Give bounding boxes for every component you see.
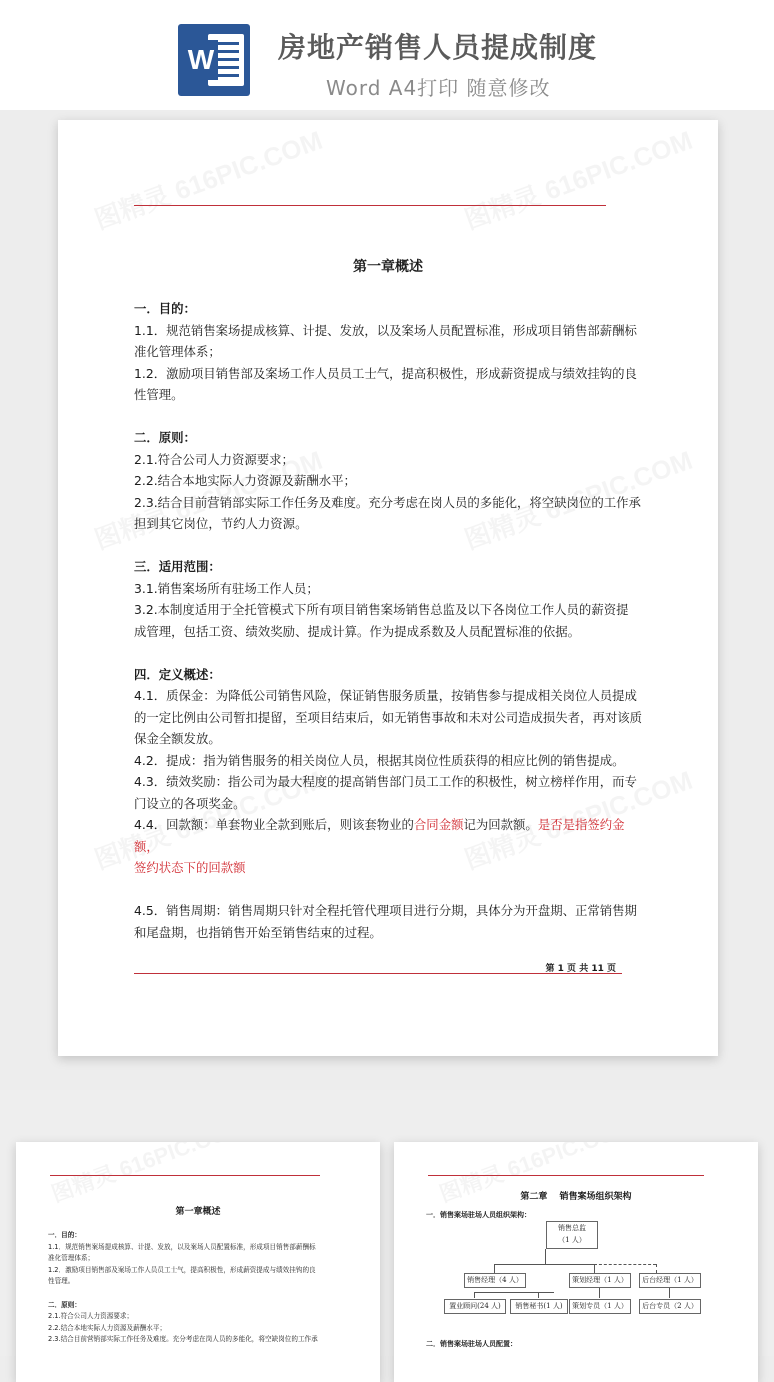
text-line: 性管理。: [48, 1277, 75, 1286]
document-body: [48, 1230, 348, 1346]
org-connector: [594, 1264, 595, 1273]
text-line: 准化管理体系；: [48, 1254, 95, 1263]
chapter-title: 第二章 销售案场组织架构: [520, 1192, 632, 1202]
text-line: 4.3．绩效奖励：指公司为最大程度的提高销售部门员工工作的积极性，树立榜样作用，而专: [134, 774, 637, 789]
section-heading: 一．目的：: [48, 1231, 81, 1239]
text-line: 担到其它岗位，节约人力资源。: [134, 516, 308, 531]
thumbnail-page-2[interactable]: [394, 1142, 758, 1382]
text-line: [134, 814, 644, 857]
paragraph-gap: [134, 642, 644, 664]
text-line: 准化管理体系；: [134, 344, 221, 359]
text-line: 4.5．销售周期：销售周期只针对全程托管代理项目进行分期，具体分为开盘期、正常销售期: [134, 903, 637, 918]
org-connector: [669, 1288, 670, 1298]
text-line: 2.2.结合本地实际人力资源及薪酬水平；: [48, 1323, 167, 1332]
text-line: 的一定比例由公司暂扣提留，至项目结束后，如无销售事故和未对公司造成损失者，再对该质: [134, 709, 643, 725]
text-line: 签约状态下的回款额: [134, 860, 246, 875]
org-connector: [599, 1288, 600, 1298]
document-body: [134, 298, 644, 943]
text-line: 2.3.结合目前营销部实际工作任务及难度。充分考虑在岗人员的多能化，将空缺岗位的工作承: [48, 1335, 318, 1344]
text-line: 4.1．质保金：为降低公司销售风险，保证销售服务质量，按销售参与提成相关岗位人员提成: [134, 688, 637, 703]
section-heading: 二．销售案场驻场人员配置：: [426, 1340, 517, 1348]
text-line: 3.2.本制度适用于全托管模式下所有项目销售案场销售总监及以下各岗位工作人员的薪资提: [134, 602, 629, 617]
text-line: 1.2．激励项目销售部及案场工作人员员工士气，提高积极性，形成薪资提成与绩效挂钩的良: [48, 1265, 316, 1274]
text-line: 门设立的各项奖金。: [134, 795, 246, 811]
text-line: 2.3.结合目前营销部实际工作任务及难度。充分考虑在岗人员的多能化，将空缺岗位的工作承: [134, 494, 641, 510]
text-line: 1.2．激励项目销售部及案场工作人员员工士气，提高积极性，形成薪资提成与绩效挂钩的良: [134, 365, 637, 381]
section-heading: 二．原则：: [134, 430, 196, 445]
org-connector: [545, 1249, 546, 1264]
org-connector: [538, 1292, 539, 1298]
text-line: 2.1.符合公司人力资源要求；: [134, 451, 294, 467]
watermark: [89, 120, 327, 237]
text-line: 保金全额发放。: [134, 731, 221, 746]
section-heading: 一．销售案场驻场人员组织架构：: [426, 1211, 531, 1219]
paragraph-gap: [134, 535, 644, 557]
document-page-1: [58, 120, 718, 1056]
org-box-director: [546, 1221, 598, 1249]
word-document-icon: [178, 24, 250, 96]
text-segment: 4.4．回款额：单套物业全款到账后，则该套物业的: [134, 817, 414, 832]
chapter-title: 第一章概述: [175, 1207, 221, 1217]
org-connector: [494, 1264, 495, 1273]
text-line: 成管理，包括工资、绩效奖励、提成计算。作为提成系数及人员配置标准的依据。: [134, 623, 581, 639]
icon-letter: W: [184, 40, 218, 80]
header-rule: [50, 1175, 320, 1176]
org-box-secretary: 销售秘书(1 人): [510, 1299, 568, 1314]
section-heading: 四．定义概述：: [134, 666, 221, 682]
highlighted-text: 是否是指签约金额，: [134, 817, 625, 854]
highlighted-text: 合同金额: [413, 817, 464, 832]
org-connector: [474, 1292, 554, 1293]
org-box-consultant: 置业顾问(24 人): [444, 1299, 506, 1314]
text-line: 性管理。: [134, 387, 184, 402]
page-number: 第 1 页 共 11 页: [545, 964, 616, 974]
org-connector: [474, 1292, 475, 1298]
paragraph-gap: [134, 879, 644, 901]
text-line: 1.1．规范销售案场提成核算、计提、发放，以及案场人员配置标准，形成项目销售部薪酬标: [48, 1242, 316, 1251]
text-line: 3.1.销售案场所有驻场工作人员；: [134, 580, 319, 596]
text-line: 1.1．规范销售案场提成核算、计提、发放，以及案场人员配置标准，形成项目销售部薪酬标: [134, 322, 637, 338]
section-heading: 一．目的：: [134, 301, 196, 316]
page-subtitle: Word A4打印 随意修改: [326, 76, 551, 100]
paragraph-gap: [134, 406, 644, 428]
org-box-backoffice-staff: 后台专员（2 人）: [639, 1299, 701, 1314]
chapter-title: 第一章概述: [353, 259, 423, 275]
org-label: 销售总监: [558, 1224, 586, 1232]
org-box-backoffice-manager: 后台经理（1 人）: [639, 1273, 701, 1288]
section-heading: 二．原则：: [48, 1300, 81, 1309]
header-rule: [134, 205, 606, 206]
org-box-planner: 策划专员（1 人）: [569, 1299, 631, 1314]
org-connector: [494, 1264, 594, 1265]
watermark: [459, 120, 697, 237]
org-box-sales-manager: 销售经理（4 人）: [464, 1273, 526, 1288]
text-line: 4.2．提成：指为销售服务的相关岗位人员，根据其岗位性质获得的相应比例的销售提成。: [134, 752, 625, 768]
paragraph-gap: [48, 1288, 348, 1300]
org-connector-dashed: [594, 1264, 656, 1265]
thumbnail-page-1[interactable]: [16, 1142, 380, 1382]
text-segment: 记为回款额。: [463, 817, 538, 832]
text-line: 和尾盘期，也指销售开始至销售结束的过程。: [134, 924, 382, 940]
page-header: [0, 0, 774, 110]
text-line: 2.1.符合公司人力资源要求；: [48, 1312, 134, 1321]
text-line: 2.2.结合本地实际人力资源及薪酬水平；: [134, 473, 356, 488]
org-box-planning-manager: 策划经理（1 人）: [569, 1273, 631, 1288]
section-heading: 三．适用范围：: [134, 559, 221, 574]
org-connector-dashed: [656, 1264, 657, 1273]
page-title: 房地产销售人员提成制度: [278, 31, 598, 64]
org-count: （1 人）: [558, 1236, 586, 1244]
header-rule: [428, 1175, 704, 1176]
